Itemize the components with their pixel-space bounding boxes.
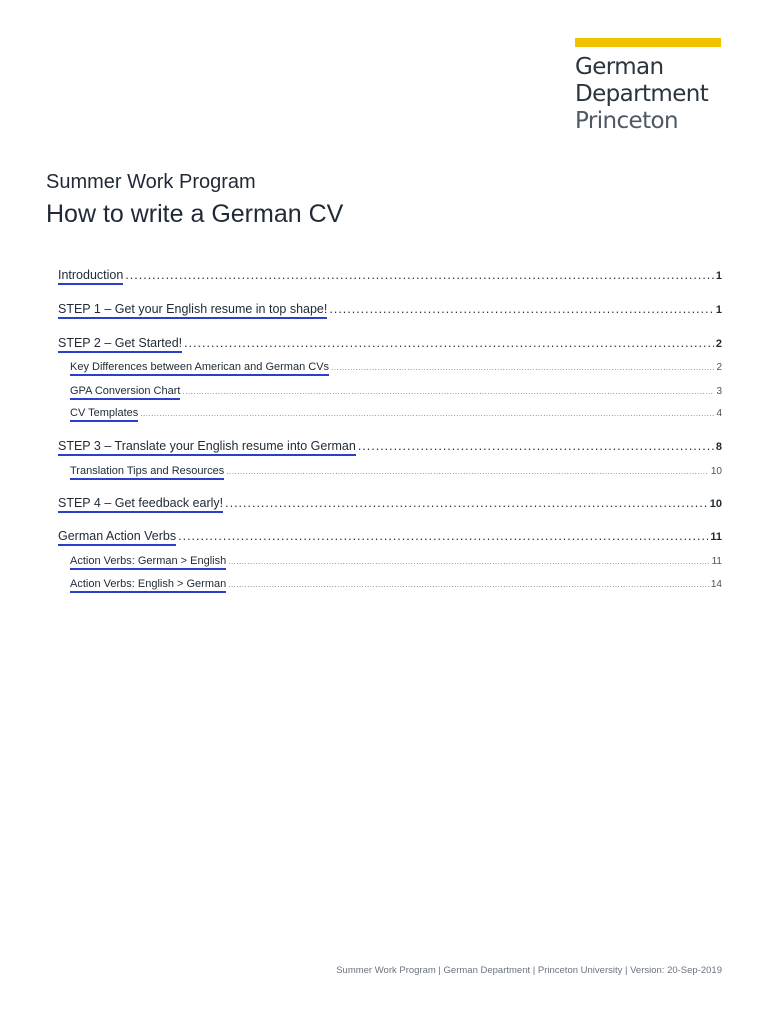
toc-leader-dots <box>329 302 714 316</box>
toc-page-number: 4 <box>716 408 722 419</box>
page-footer: Summer Work Program | German Department | Princeton University | Version: 20-Sep-2019 <box>336 965 722 976</box>
toc-entry-step-2[interactable] <box>58 336 722 353</box>
toc-leader-dots <box>358 439 714 453</box>
toc-entry-gpa-conversion[interactable] <box>70 385 722 400</box>
toc-page-number: 10 <box>709 498 722 510</box>
toc-leader-dots <box>178 529 708 543</box>
toc-entry-label[interactable]: STEP 1 – Get your English resume in top shape! <box>58 302 327 319</box>
toc-page-number: 14 <box>710 579 722 590</box>
toc-entry-key-differences[interactable] <box>70 361 722 376</box>
toc-leader-dots <box>182 387 714 396</box>
toc-leader-dots <box>140 409 714 418</box>
toc-entry-step-3[interactable] <box>58 439 722 456</box>
toc-page-number: 11 <box>711 556 722 567</box>
toc-entry-label[interactable]: German Action Verbs <box>58 529 176 546</box>
toc-entry-label[interactable]: STEP 3 – Translate your English resume into German <box>58 439 356 456</box>
toc-entry-verbs-german-english[interactable] <box>70 555 722 570</box>
toc-entry-step-1[interactable] <box>58 302 722 319</box>
toc-page-number: 8 <box>715 441 722 453</box>
logo-accent-bar <box>575 38 721 47</box>
toc-page-number: 1 <box>715 304 722 316</box>
toc-leader-dots <box>331 363 714 372</box>
toc-entry-label[interactable]: Key Differences between American and German CVs <box>70 361 329 376</box>
toc-entry-verbs-english-german[interactable] <box>70 578 722 593</box>
toc-entry-label[interactable]: Action Verbs: English > German <box>70 578 226 593</box>
toc-entry-label[interactable]: STEP 4 – Get feedback early! <box>58 496 223 513</box>
document-title: How to write a German CV <box>46 200 344 228</box>
document-subtitle: Summer Work Program <box>46 171 256 193</box>
toc-entry-label[interactable]: Translation Tips and Resources <box>70 465 224 480</box>
toc-leader-dots <box>226 467 709 476</box>
toc-entry-cv-templates[interactable] <box>70 407 722 422</box>
logo-line-princeton: Princeton <box>575 108 678 134</box>
toc-leader-dots <box>228 557 709 566</box>
toc-entry-label[interactable]: CV Templates <box>70 407 138 422</box>
toc-entry-translation-tips[interactable] <box>70 465 722 480</box>
toc-entry-label[interactable]: STEP 2 – Get Started! <box>58 336 182 353</box>
toc-entry-label[interactable]: Introduction <box>58 268 123 285</box>
department-logo <box>575 38 721 135</box>
toc-entry-action-verbs[interactable] <box>58 529 722 546</box>
toc-leader-dots <box>225 496 708 510</box>
toc-entry-introduction[interactable] <box>58 268 722 285</box>
toc-entry-label[interactable]: Action Verbs: German > English <box>70 555 226 570</box>
toc-page-number: 10 <box>710 466 722 477</box>
toc-page-number: 11 <box>710 531 722 543</box>
toc-page-number: 3 <box>716 386 722 397</box>
toc-entry-label[interactable]: GPA Conversion Chart <box>70 385 180 400</box>
toc-leader-dots <box>184 336 714 350</box>
toc-page-number: 1 <box>715 270 722 282</box>
toc-page-number: 2 <box>716 362 722 373</box>
toc-leader-dots <box>228 580 709 589</box>
toc-entry-step-4[interactable] <box>58 496 722 513</box>
toc-leader-dots <box>125 268 714 282</box>
logo-line-department: Department <box>575 81 709 107</box>
logo-line-german: German <box>575 54 664 80</box>
toc-page-number: 2 <box>715 338 722 350</box>
